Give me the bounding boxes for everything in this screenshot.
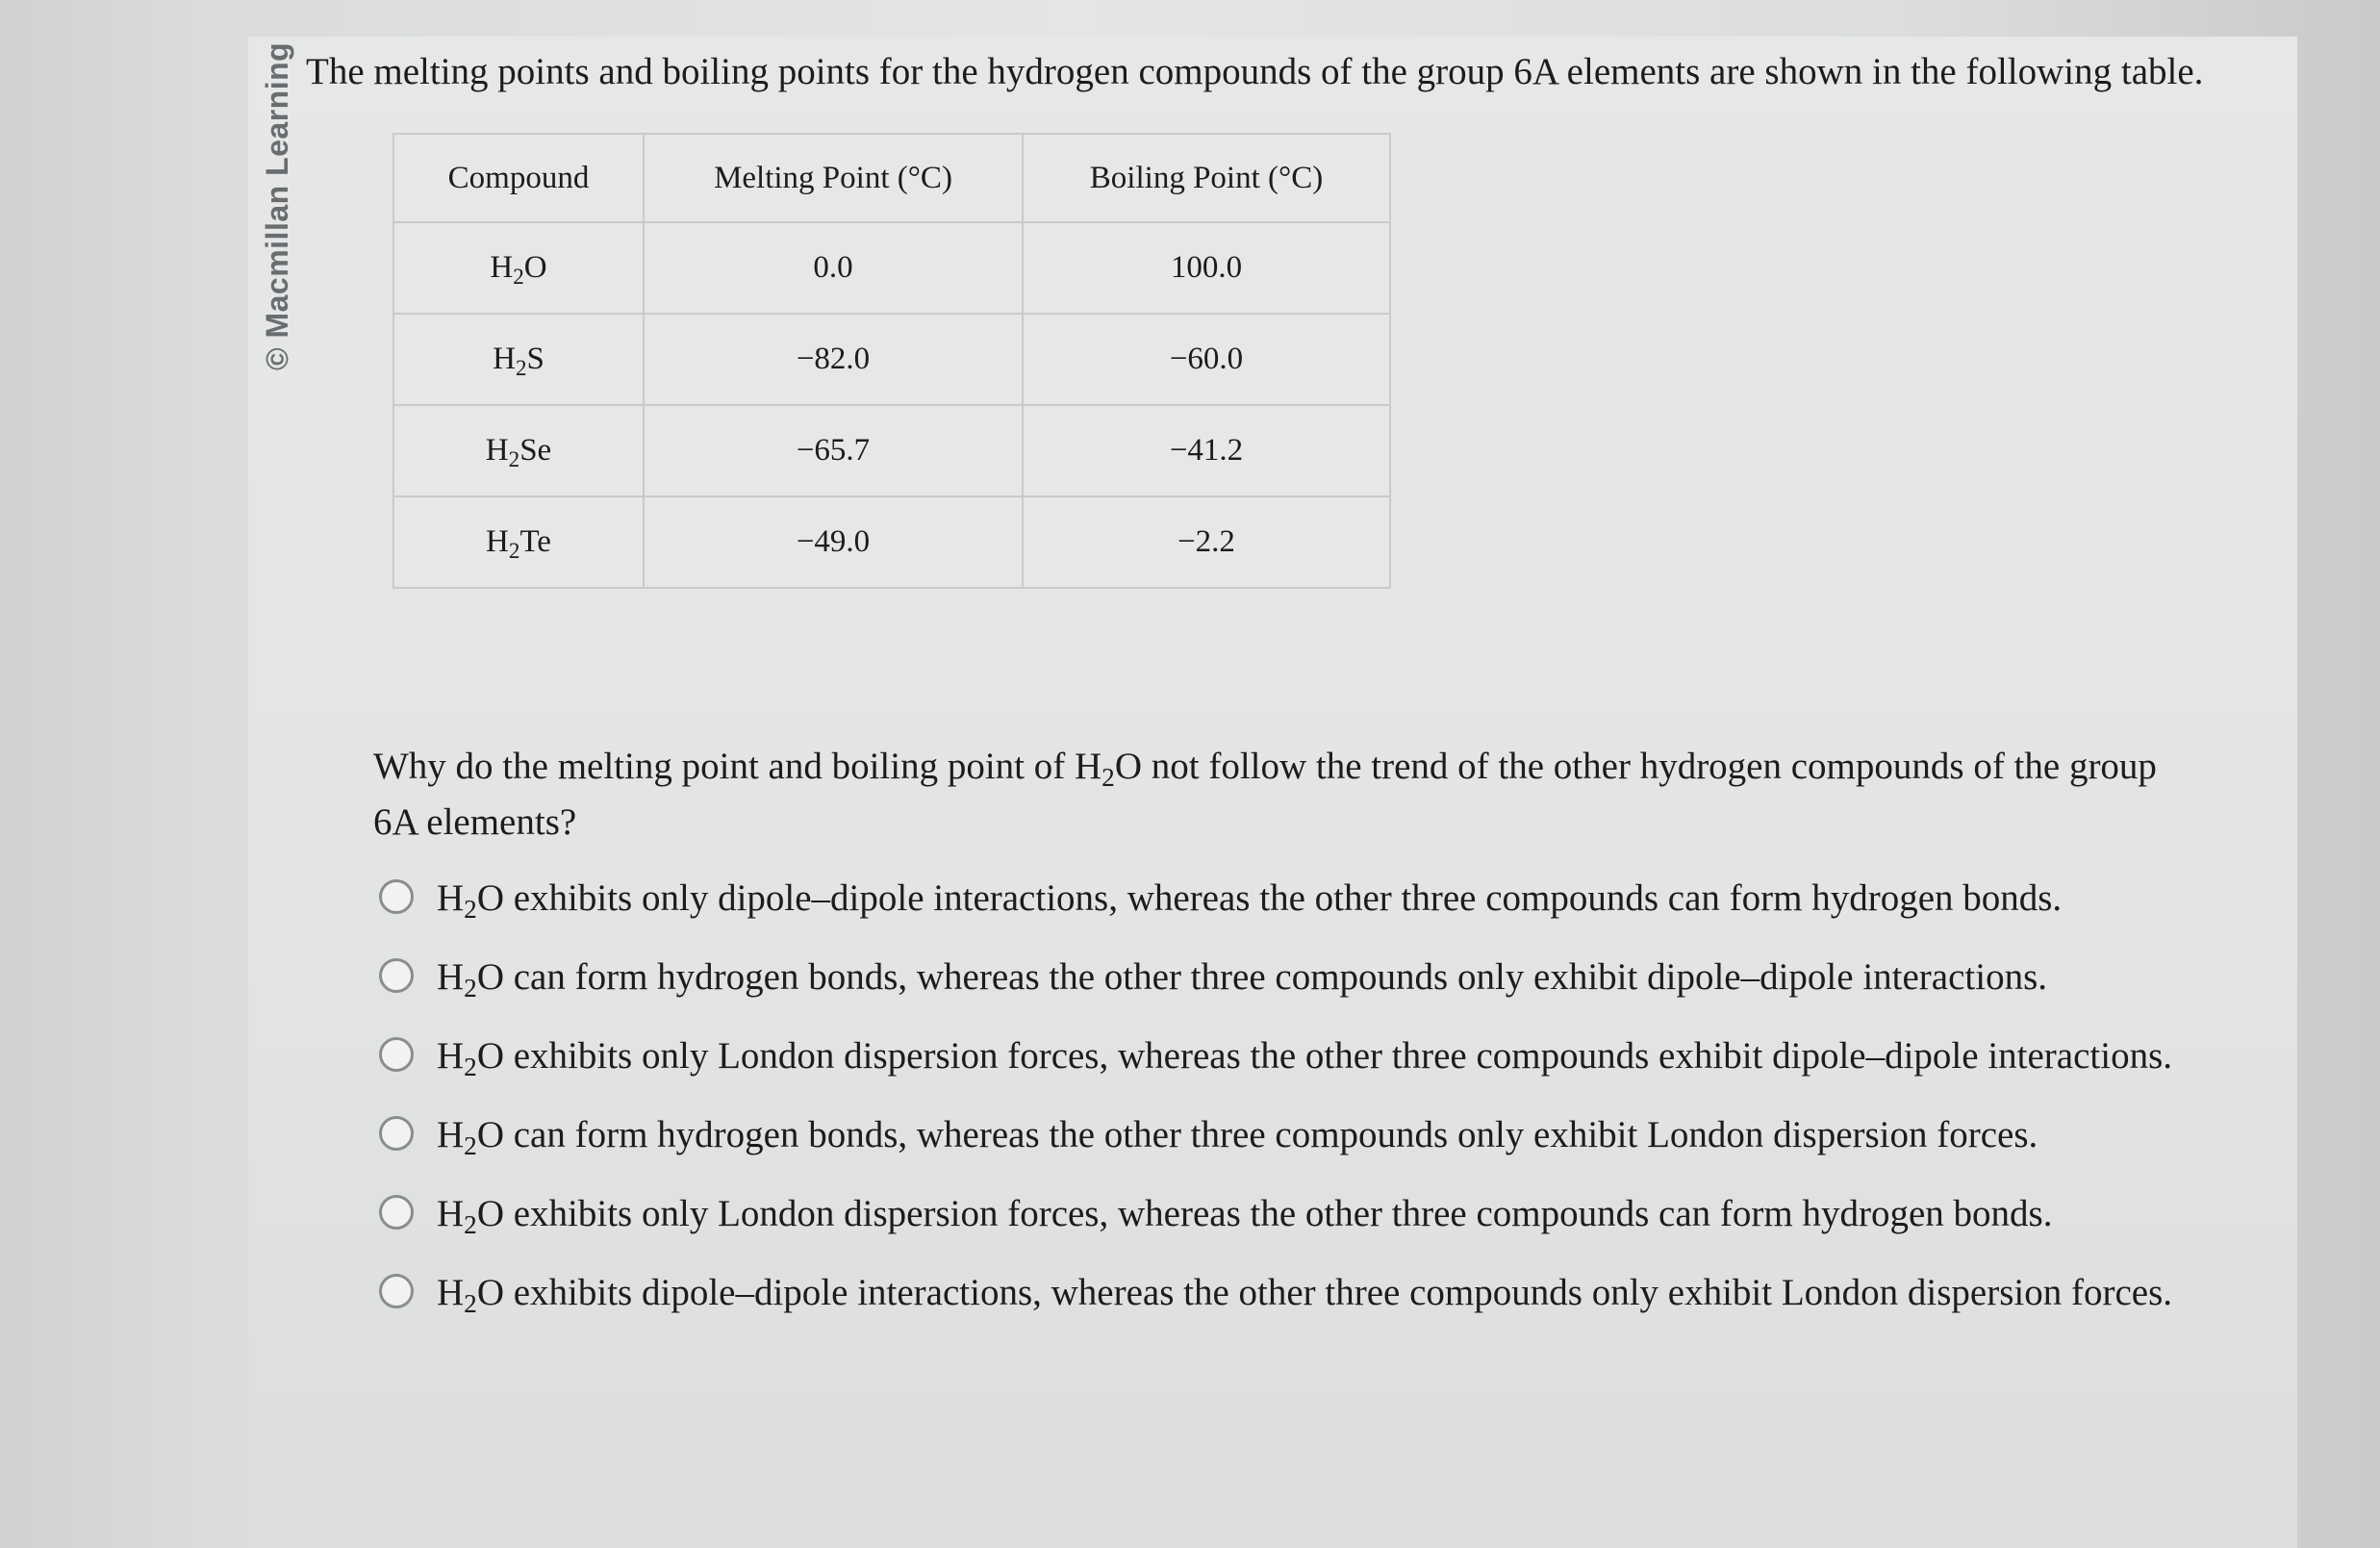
table-header-row bbox=[393, 134, 1390, 222]
compound-cell: $H_2O$ bbox=[393, 222, 644, 314]
header-melting-point: Melting Point (°C) bbox=[644, 134, 1023, 222]
compound-cell: $H_2Se$ bbox=[393, 405, 644, 496]
radio-button[interactable] bbox=[379, 958, 414, 993]
option-label: $H_2O$ exhibits only dipole–dipole interactions, whereas the other three compounds can form hydrogen bonds. bbox=[437, 877, 2063, 925]
table-row bbox=[393, 405, 1390, 496]
question-text: Why do the melting point and boiling point of $H_2O$ not follow the trend of the other hydrogen compounds of the group 6A elements? bbox=[373, 746, 2157, 843]
answer-option[interactable] bbox=[373, 1107, 2182, 1163]
option-label: $H_2O$ exhibits only London dispersion forces, whereas the other three compounds exhibit dipole–dipole interactions. bbox=[437, 1035, 2173, 1082]
melting-point-cell: −65.7 bbox=[644, 405, 1023, 496]
compound-cell: $H_2S$ bbox=[393, 314, 644, 405]
melting-point-cell: −49.0 bbox=[644, 496, 1023, 588]
data-table bbox=[392, 133, 1391, 589]
option-label: $H_2O$ can form hydrogen bonds, whereas the other three compounds only exhibit dipole–dipole interactions. bbox=[437, 956, 2048, 1003]
melting-point-cell: −82.0 bbox=[644, 314, 1023, 405]
radio-button[interactable] bbox=[379, 879, 414, 914]
boiling-point-cell: 100.0 bbox=[1023, 222, 1390, 314]
option-label: $H_2O$ exhibits dipole–dipole interactions, whereas the other three compounds only exhibit London dispersion forces. bbox=[437, 1272, 2173, 1319]
compound-cell: $H_2Te$ bbox=[393, 496, 644, 588]
option-label: $H_2O$ exhibits only London dispersion forces, whereas the other three compounds can form hydrogen bonds. bbox=[437, 1193, 2053, 1240]
option-label: $H_2O$ can form hydrogen bonds, whereas the other three compounds only exhibit London dispersion forces. bbox=[437, 1114, 2038, 1161]
table-row bbox=[393, 314, 1390, 405]
answer-option[interactable] bbox=[373, 1186, 2182, 1242]
answer-option[interactable] bbox=[373, 950, 2182, 1005]
table-row bbox=[393, 496, 1390, 588]
answer-option[interactable] bbox=[373, 1028, 2182, 1084]
table-row bbox=[393, 222, 1390, 314]
boiling-point-cell: −60.0 bbox=[1023, 314, 1390, 405]
intro-text: The melting points and boiling points for the hydrogen compounds of the group 6A elements are shown in the following table. bbox=[306, 51, 2204, 92]
header-compound: Compound bbox=[393, 134, 644, 222]
radio-button[interactable] bbox=[379, 1037, 414, 1072]
radio-button[interactable] bbox=[379, 1116, 414, 1151]
answer-option[interactable] bbox=[373, 871, 2182, 926]
answer-option[interactable] bbox=[373, 1265, 2182, 1321]
boiling-point-cell: −2.2 bbox=[1023, 496, 1390, 588]
boiling-point-cell: −41.2 bbox=[1023, 405, 1390, 496]
answer-options bbox=[373, 871, 2182, 1344]
radio-button[interactable] bbox=[379, 1274, 414, 1308]
header-boiling-point: Boiling Point (°C) bbox=[1023, 134, 1390, 222]
melting-point-cell: 0.0 bbox=[644, 222, 1023, 314]
copyright-label: © Macmillan Learning bbox=[260, 41, 294, 370]
radio-button[interactable] bbox=[379, 1195, 414, 1230]
